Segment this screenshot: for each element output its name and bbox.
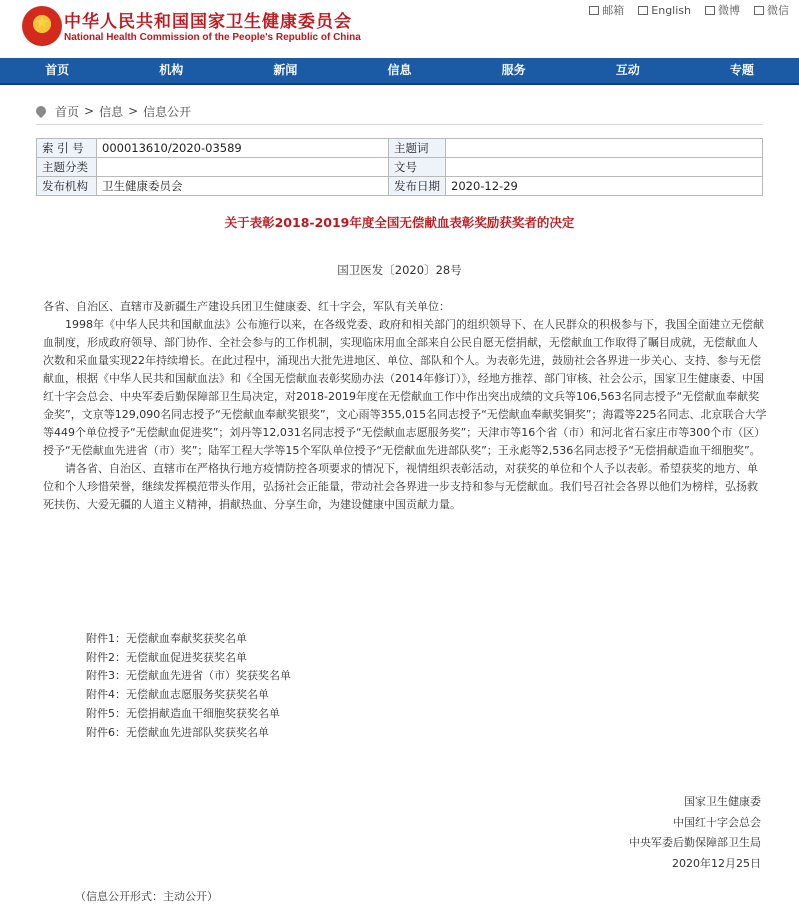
table-row [37,158,763,177]
site-header [0,0,799,58]
signature-date: 2020年12月25日 [672,856,761,870]
attachment-link[interactable]: 附件4：无偿献血志愿服务奖获奖名单 [86,688,269,702]
mail-icon [589,6,599,15]
topic-label: 主题词 [389,139,446,158]
breadcrumb-information[interactable]: 信息 [99,104,124,119]
article-body [43,298,768,514]
category-label: 主题分类 [37,158,97,177]
attachment-link[interactable]: 附件5：无偿捐献造血干细胞奖获奖名单 [86,706,280,720]
index-label: 索 引 号 [37,139,97,158]
category-value [97,158,389,177]
document-meta-table [36,138,763,196]
top-link-english[interactable]: English [638,2,691,18]
breadcrumb-info-disclosure[interactable]: 信息公开 [143,104,192,119]
topic-value [446,139,763,158]
attachment-link[interactable]: 附件6：无偿献血先进部队奖获奖名单 [86,725,269,739]
top-link-mail[interactable]: 邮箱 [589,2,624,18]
signatory: 中国红十字会总会 [673,815,761,829]
nav-interaction[interactable]: 互动 [615,63,640,77]
date-value: 2020-12-29 [446,177,763,196]
document-number: 国卫医发〔2020〕28号 [337,263,462,277]
top-link-wechat[interactable]: 微信 [754,2,789,18]
nav-services[interactable]: 服务 [501,63,526,77]
attachment-link[interactable]: 附件2：无偿献血促进奖获奖名单 [86,650,247,664]
paragraph: 1998年《中华人民共和国献血法》公布施行以来，在各级党委、政府和相关部门的组织领导下、在人民群众的积极参与下，我国全面建立无偿献血制度，形成政府领导、部门协作、全社会参与的工作机制，实现临床用血全部来自公民自愿无偿捐献，无偿献血工作取得了瞩目成就，无偿献血人次数和采血量实现22年持续增长。在此过程中，涌现出大批先进地区、单位、部队和个人。为表彰先进，鼓励社会各界进一步关心、支持、参与无偿献血，根据《中华人民共和国献血法》和《全国无偿献血表彰奖励办法（2014年修订）》，经地方推荐、部门审核、社会公示，国家卫生健康委、中国红十字会总会、中央军委后勤保障部卫生局决定，对2018-2019年度在无偿献血工作中作出突出成绩的文兵等106,563名同志授予“无偿献血奉献奖金奖”，文京等129,090名同志授予“无偿献血奉献奖银奖”，文心雨等355,015名同志授予“无偿献血奉献奖铜奖”；海霞等225名同志、北京联合大学等449个单位授予“无偿献血促进奖”；刘丹等12,031名同志授予“无偿献血志愿服务奖”；天津市等16个省（市）和河北省石家庄市等300个市（区）授予“无偿献血先进省（市）奖”；陆军工程大学等15个军队单位授予“无偿献血先进部队奖”；王永彪等2,536名同志授予“无偿捐献造血干细胞奖”。 [43,318,767,457]
nav-information[interactable]: 信息 [387,63,412,77]
globe-icon [638,6,648,15]
org-value: 卫生健康委员会 [97,177,389,196]
index-value: 000013610/2020-03589 [97,139,389,158]
docno-label: 文号 [389,158,446,177]
top-link-weibo[interactable]: 微博 [705,2,740,18]
breadcrumb-home[interactable]: 首页 [55,104,80,119]
paragraph: 请各省、自治区、直辖市在严格执行地方疫情防控各项要求的情况下，视情组织表彰活动，对获奖的单位和个人予以表彰。希望获奖的地方、单位和个人珍惜荣誉，继续发挥模范带头作用，弘扬社会正能量，带动社会各界进一步支持和参与无偿献血。我们号召社会各界以他们为榜样，弘扬救死扶伤、大爱无疆的人道主义精神，捐献热血、分享生命，为建设健康中国贡献力量。 [43,462,758,511]
location-pin-icon [34,104,48,118]
signatory: 国家卫生健康委 [684,795,761,808]
table-row [37,139,763,158]
org-label: 发布机构 [37,177,97,196]
attachment-link[interactable]: 附件3：无偿献血先进省（市）奖获奖名单 [86,669,291,683]
breadcrumb-separator: > [84,104,95,118]
signatory: 中央军委后勤保障部卫生局 [629,836,761,849]
site-title[interactable]: 中华人民共和国国家卫生健康委员会 [64,12,352,32]
main-nav [0,58,799,85]
national-emblem-icon[interactable] [22,6,62,46]
date-label: 发布日期 [389,177,446,196]
publish-form-note: （信息公开形式：主动公开） [75,890,218,903]
nav-news[interactable]: 新闻 [273,63,298,77]
docno-value [446,158,763,177]
salutation: 各省、自治区、直辖市及新疆生产建设兵团卫生健康委、红十字会，军队有关单位： [43,300,450,313]
table-row [37,177,763,196]
nav-institutions[interactable]: 机构 [159,63,184,77]
nav-topics[interactable]: 专题 [729,63,754,77]
site-subtitle-en: National Health Commission of the People's Republic of China [64,32,361,43]
breadcrumb-separator: > [128,104,139,118]
nav-home[interactable]: 首页 [45,63,70,77]
signature-block [629,792,761,874]
wechat-icon [754,6,764,15]
attachment-link[interactable]: 附件1：无偿献血奉献奖获奖名单 [86,632,247,645]
attachment-list [86,630,291,742]
top-links [589,2,789,18]
article-title: 关于表彰2018-2019年度全国无偿献血表彰奖励获奖者的决定 [224,215,575,230]
breadcrumb [36,98,763,125]
weibo-icon [705,6,715,15]
